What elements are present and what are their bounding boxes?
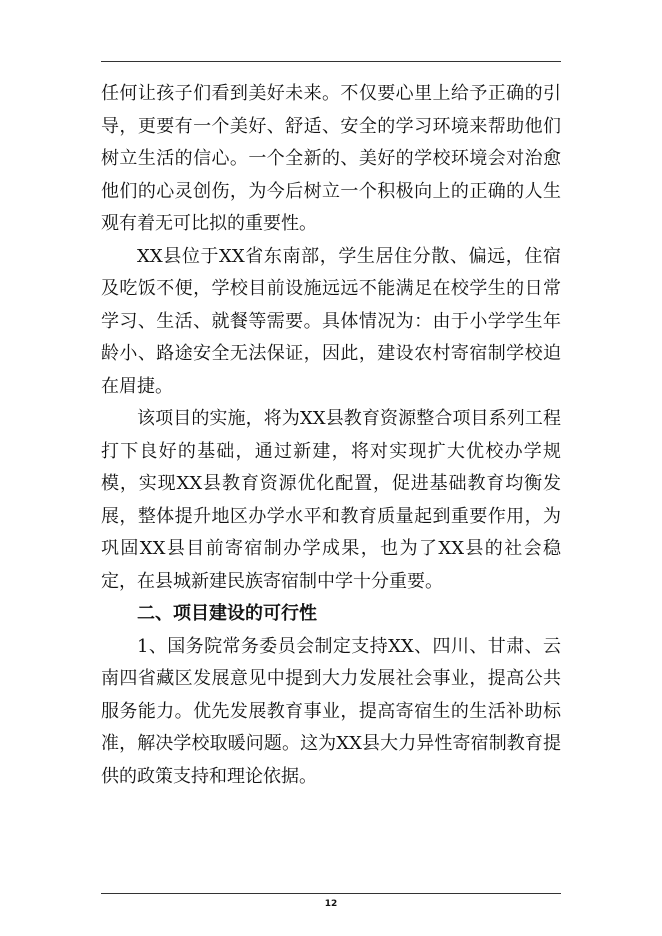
footer-rule: [101, 893, 561, 894]
document-body: [101, 78, 561, 793]
paragraph-feasibility-1: 1、国务院常务委员会制定支持XX、四川、甘肃、云南四省藏区发展意见中提到大力发展社会事业，提高公共服务能力。优先发展教育事业，提高寄宿生的生活补助标准，解决学校取暖问题。这为XX县大力异性寄宿制教育提供的政策支持和理论依据。: [101, 635, 561, 787]
header-rule: [101, 61, 561, 62]
paragraph-project-significance: 该项目的实施，将为XX县教育资源整合项目系列工程打下良好的基础，通过新建，将对实现扩大优校办学规模，实现XX县教育资源优化配置，促进基础教育均衡发展，整体提升地区办学水平和教育质量起到重要作用，为巩固XX县目前寄宿制办学成果，也为了XX县的社会稳定，在县城新建民族寄宿制中学十分重要。: [101, 408, 561, 592]
page-number: 12: [324, 899, 338, 909]
paragraph-continuation: 任何让孩子们看到美好未来。不仅要心里上给予正确的引导，更要有一个美好、舒适、安全的学习环境来帮助他们树立生活的信心。一个全新的、美好的学校环境会对治愈他们的心灵创伤，为今后树立一个积极向上的正确的人生观有着无可比拟的重要性。: [101, 83, 561, 234]
paragraph-county-situation: XX县位于XX省东南部，学生居住分散、偏远，住宿及吃饭不便，学校目前设施远远不能满足在校学生的日常学习、生活、就餐等需要。具体情况为：由于小学学生年龄小、路途安全无法保证，因此，建设农村寄宿制学校迫在眉捷。: [101, 245, 561, 397]
section-heading: 二、项目建设的可行性: [137, 603, 317, 624]
